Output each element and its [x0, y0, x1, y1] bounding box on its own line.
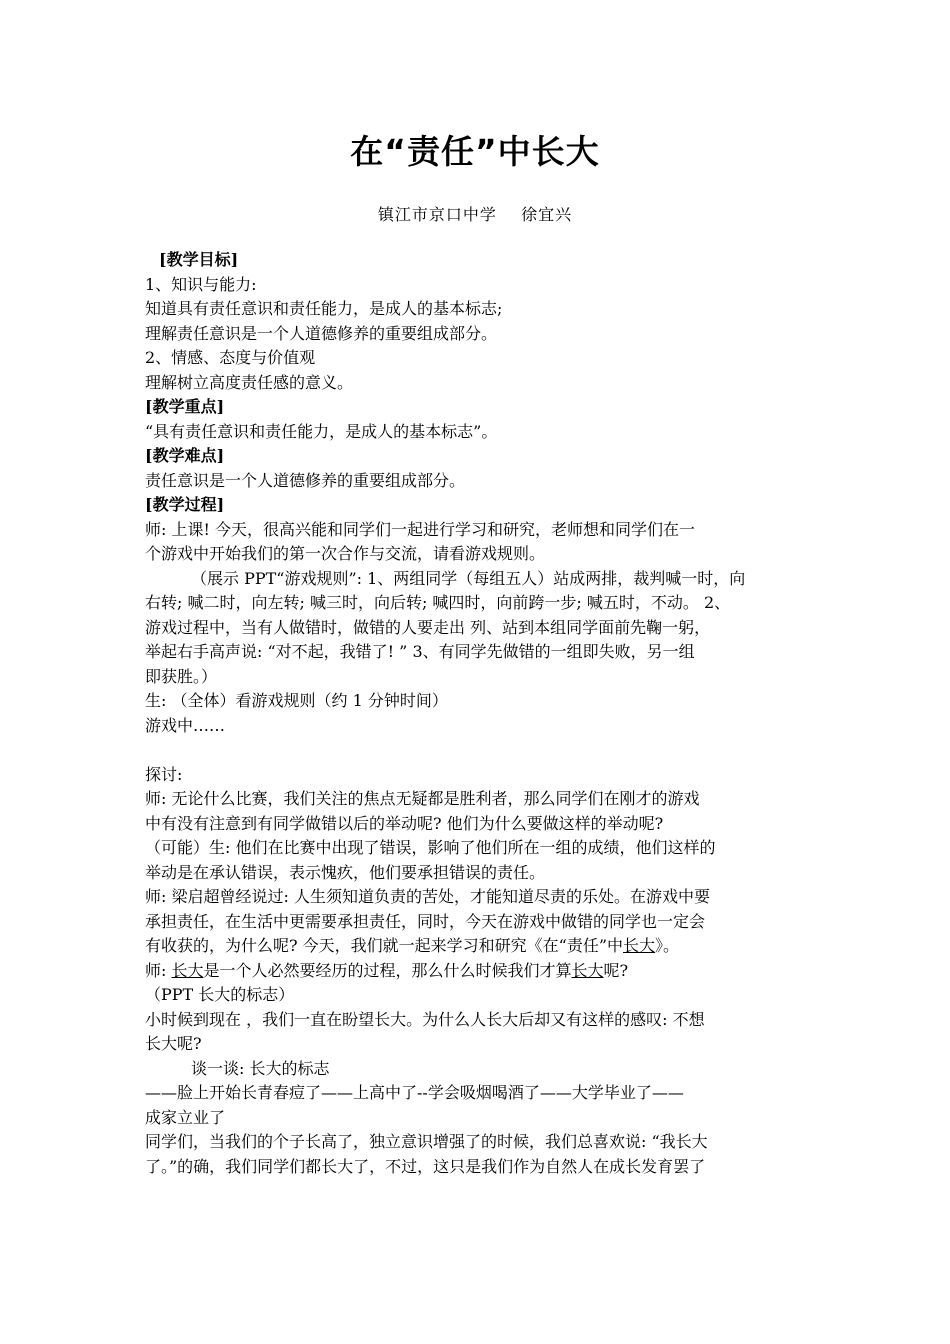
paragraph-line: 举起右手高声说: “对不起，我错了! ” 3、有同学先做错的一组即失败，另一组: [145, 642, 695, 661]
paragraph-line: [145, 934, 810, 959]
paragraph-line: （展示 PPT“游戏规则”: 1、两组同学（每组五人）站成两排，裁判喊一时，向: [191, 568, 746, 588]
paragraph-line: 即获胜。）: [145, 666, 218, 686]
objective-2-title: 2、情感、态度与价值观: [145, 348, 316, 367]
paragraph-line: 谈一谈: 长大的标志: [191, 1058, 330, 1078]
paragraph-line: 个游戏中开始我们的第一次合作与交流，请看游戏规则。: [145, 544, 546, 563]
objective-2-line-1: 理解树立高度责任感的意义。: [145, 372, 354, 392]
underlined-text: 长大: [571, 960, 604, 980]
text-span: 是一个人必然要经历的过程，那么什么时候我们才算: [203, 960, 572, 980]
paragraph-line: 中有没有注意到有同学做错以后的举动呢? 他们为什么要做这样的举动呢?: [145, 813, 664, 833]
objective-1-line-1: 知道具有责任意识和责任能力，是成人的基本标志;: [145, 299, 503, 318]
paragraph-line: 小时候到现在 ，我们一直在盼望长大。为什么人长大后却又有这样的感叹: 不想: [145, 1009, 705, 1029]
author-line: 镇江市京口中学 徐宜兴: [377, 205, 573, 224]
paragraph-line: 成家立业了: [145, 1107, 226, 1127]
document-title: 在“责任”中长大: [350, 132, 600, 171]
process-heading: [教学过程]: [145, 495, 225, 514]
text-span: 有收获的，为什么呢? 今天，我们就一起来学习和研究《在“责任”中: [145, 936, 624, 955]
paragraph-line: [145, 959, 810, 984]
blank-line: [145, 738, 810, 763]
document-body: [145, 248, 810, 1179]
paragraph-line: 长大呢?: [145, 1034, 202, 1053]
underlined-text: 长大: [171, 960, 204, 980]
paragraph-line: 师: 梁启超曾经说过: 人生须知道负责的苦处，才能知道尽责的乐处。在游戏中要: [145, 887, 710, 906]
difficulty-text: 责任意识是一个人道德修养的重要组成部分。: [145, 470, 466, 490]
text-span: 》。: [655, 936, 680, 955]
paragraph-line: 探讨:: [145, 764, 183, 784]
paragraph-line: 了。”的确，我们同学们都长大了，不过，这只是我们作为自然人在成长发育罢了: [145, 1156, 706, 1176]
paragraph-line: （可能）生: 他们在比赛中出现了错误，影响了他们所在一组的成绩，他们这样的: [145, 838, 716, 857]
paragraph-line: 右转; 喊二时，向左转; 喊三时，向后转; 喊四时，向前跨一步; 喊五时，不动。 2、: [145, 593, 731, 612]
paragraph-line: 举动是在承认错误，表示愧疚，他们要承担错误的责任。: [145, 862, 546, 882]
paragraph-line: （PPT 长大的标志）: [145, 985, 295, 1004]
difficulty-heading: [教学难点]: [145, 446, 225, 465]
paragraph-line: 承担责任，在生活中更需要承担责任，同时，今天在游戏中做错的同学也一定会: [145, 911, 706, 931]
paragraph-line: 师: 上课! 今天，很高兴能和同学们一起进行学习和研究，老师想和同学们在一: [145, 519, 695, 539]
objectives-heading: [教学目标]: [159, 250, 239, 269]
paragraph-line: ——脸上开始长青春痘了——上高中了--学会吸烟喝酒了——大学毕业了——: [145, 1083, 684, 1102]
paragraph-line: 游戏中……: [145, 715, 226, 735]
key-points-text: “具有责任意识和责任能力，是成人的基本标志”。: [145, 421, 498, 441]
text-span: 师:: [145, 960, 172, 980]
objective-1-title: 1、知识与能力:: [145, 274, 257, 294]
paragraph-line: 生: （全体）看游戏规则（约 1 分钟时间）: [145, 691, 448, 710]
text-span: 呢?: [603, 960, 629, 980]
paragraph-line: 同学们，当我们的个子长高了，独立意识增强了的时候，我们总喜欢说: “我长大: [145, 1132, 708, 1151]
paragraph-line: 游戏过程中，当有人做错时，做错的人要走出 列、站到本组同学面前先鞠一躬，: [145, 617, 711, 637]
key-points-heading: [教学重点]: [145, 397, 225, 416]
paragraph-line: 师: 无论什么比赛，我们关注的焦点无疑都是胜利者，那么同学们在刚才的游戏: [145, 789, 700, 808]
underlined-text: 长大: [623, 936, 656, 955]
objective-1-line-2: 理解责任意识是一个人道德修养的重要组成部分。: [145, 323, 498, 343]
